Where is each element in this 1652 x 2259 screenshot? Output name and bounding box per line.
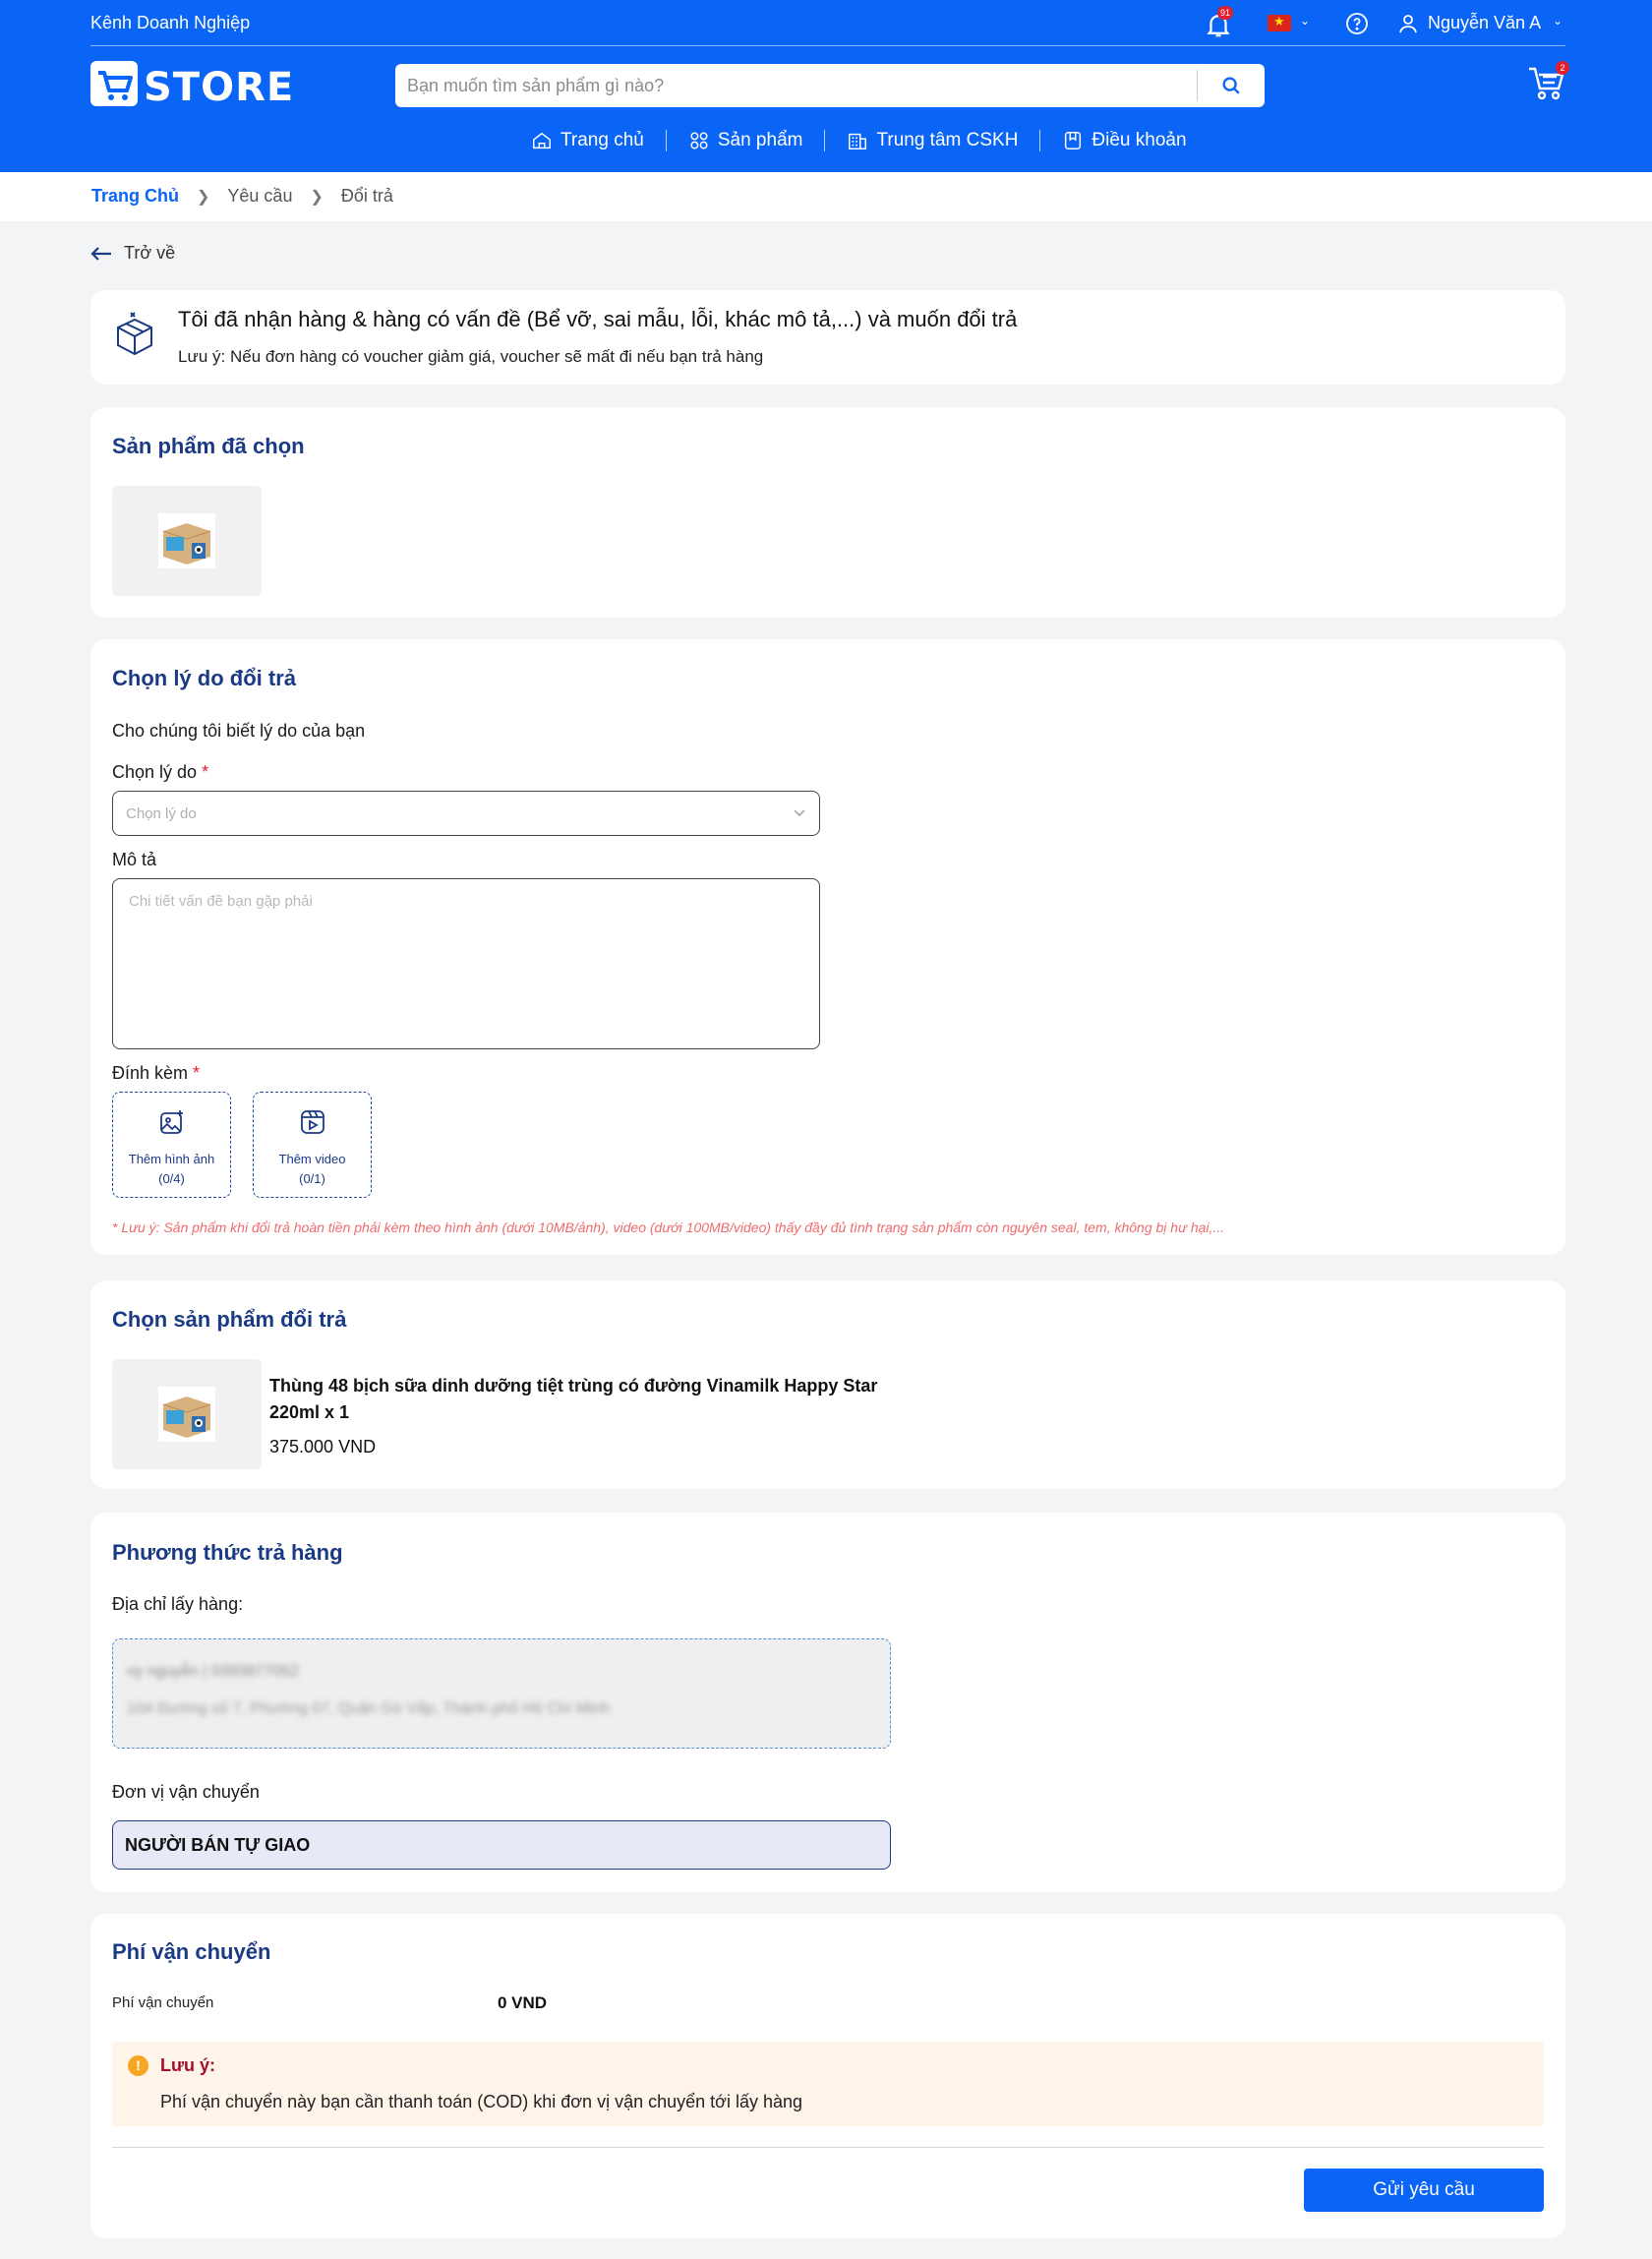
chevron-down-icon bbox=[792, 804, 807, 820]
business-channel-link[interactable]: Kênh Doanh Nghiệp bbox=[90, 13, 251, 32]
video-count: (0/1) bbox=[299, 1171, 325, 1186]
section-title: Phương thức trả hàng bbox=[112, 1540, 343, 1565]
warning-title: Lưu ý: bbox=[160, 2055, 216, 2075]
search-icon bbox=[1220, 75, 1242, 96]
nav-label: Trang chủ bbox=[560, 130, 644, 150]
description-textarea[interactable] bbox=[112, 878, 820, 1049]
nav-products[interactable] bbox=[667, 130, 825, 151]
fee-warning bbox=[112, 2042, 1544, 2126]
fee-label: Phí vận chuyển bbox=[112, 1994, 214, 2011]
cart-badge: 2 bbox=[1556, 61, 1569, 75]
product-name: Thùng 48 bịch sữa dinh dưỡng tiệt trùng có đường Vinamilk Happy Star 220ml x 1 bbox=[269, 1376, 878, 1422]
address-contact: vy nguyễn | 0393877052 bbox=[127, 1663, 299, 1680]
add-image-button[interactable] bbox=[112, 1092, 231, 1198]
section-title: Sản phẩm đã chọn bbox=[112, 434, 305, 458]
warning-text: Phí vận chuyển này bạn cần thanh toán (COD) khi đơn vị vận chuyển tới lấy hàng bbox=[160, 2092, 802, 2111]
nav-terms[interactable] bbox=[1040, 130, 1208, 151]
nav-label: Sản phẩm bbox=[717, 130, 803, 150]
product-thumbnail[interactable] bbox=[112, 1359, 262, 1469]
chevron-down-icon[interactable]: ⌄ bbox=[1300, 14, 1311, 28]
main-nav bbox=[509, 126, 1209, 155]
username[interactable]: Nguyễn Văn A bbox=[1428, 13, 1542, 32]
breadcrumb-current: Đổi trả bbox=[340, 186, 393, 206]
breadcrumb-home[interactable]: Trang Chủ bbox=[91, 186, 179, 206]
image-count: (0/4) bbox=[158, 1171, 185, 1186]
help-icon[interactable] bbox=[1345, 12, 1369, 35]
section-title: Phí vận chuyển bbox=[112, 1939, 271, 1964]
add-image-label: Thêm hình ảnh bbox=[128, 1152, 215, 1166]
fee-value: 0 VND bbox=[498, 1993, 548, 2012]
divider bbox=[112, 2147, 1544, 2148]
pickup-address-label: Địa chỉ lấy hàng: bbox=[112, 1594, 244, 1614]
return-product-card bbox=[90, 1280, 1565, 1489]
warning-icon: ! bbox=[128, 2055, 148, 2076]
milk-box-image bbox=[158, 513, 215, 568]
reason-subtitle: Cho chúng tôi biết lý do của bạn bbox=[112, 721, 366, 741]
vietnam-flag-icon[interactable] bbox=[1268, 15, 1291, 31]
section-title: Chọn lý do đổi trả bbox=[112, 666, 296, 690]
add-video-button[interactable] bbox=[253, 1092, 372, 1198]
address-detail: 104 Đường số 7, Phường 07, Quận Gò Vấp, Thành phố Hồ Chí Minh bbox=[127, 1700, 611, 1717]
reason-select[interactable] bbox=[112, 791, 820, 836]
select-placeholder: Chọn lý do bbox=[126, 805, 197, 822]
submit-request-button[interactable]: Gửi yêu cầu bbox=[1304, 2169, 1544, 2212]
shipping-fee-card bbox=[90, 1914, 1565, 2238]
building-icon bbox=[847, 130, 868, 151]
label-text: Chọn lý do bbox=[112, 762, 198, 782]
box-return-icon bbox=[114, 312, 155, 357]
product-price: 375.000 VND bbox=[269, 1437, 377, 1456]
milk-box-image bbox=[158, 1387, 215, 1442]
nav-home[interactable] bbox=[509, 130, 666, 151]
breadcrumb-requests[interactable]: Yêu cầu bbox=[227, 186, 293, 206]
notice-note: Lưu ý: Nếu đơn hàng có voucher giảm giá, voucher sẽ mất đi nếu bạn trả hàng bbox=[178, 347, 764, 366]
return-notice-card bbox=[90, 290, 1565, 385]
nav-customer-care[interactable] bbox=[825, 130, 1039, 151]
nav-label: Trung tâm CSKH bbox=[876, 130, 1019, 150]
logo-cart-icon bbox=[90, 61, 138, 106]
pickup-address-box[interactable] bbox=[112, 1638, 891, 1749]
back-label: Trở về bbox=[124, 243, 176, 263]
nav-label: Điều khoản bbox=[1092, 130, 1187, 150]
shipper-value: NGƯỜI BÁN TỰ GIAO bbox=[125, 1835, 311, 1855]
return-reason-card bbox=[90, 639, 1565, 1255]
product-thumbnail[interactable] bbox=[112, 486, 262, 596]
search-bar bbox=[395, 64, 1265, 107]
notice-title: Tôi đã nhận hàng & hàng có vấn đề (Bể vỡ, sai mẫu, lỗi, khác mô tả,...) và muốn đổi trả bbox=[178, 307, 1018, 331]
search-button[interactable] bbox=[1198, 64, 1265, 107]
description-label: Mô tả bbox=[112, 850, 157, 869]
home-icon bbox=[531, 130, 553, 151]
user-icon[interactable] bbox=[1396, 12, 1420, 35]
breadcrumb bbox=[91, 186, 393, 207]
required-mark: * bbox=[193, 1063, 201, 1083]
shipper-label: Đơn vị vận chuyển bbox=[112, 1782, 260, 1802]
attach-label bbox=[112, 1063, 200, 1084]
chevron-right-icon: ❯ bbox=[310, 188, 324, 206]
logo-text: STORE bbox=[144, 65, 295, 110]
return-method-card bbox=[90, 1513, 1565, 1892]
document-icon bbox=[1062, 130, 1084, 151]
top-bar bbox=[90, 0, 1565, 46]
grid-icon bbox=[688, 130, 710, 151]
add-video-label: Thêm video bbox=[278, 1152, 346, 1166]
back-button[interactable] bbox=[90, 243, 175, 264]
image-add-icon bbox=[159, 1109, 185, 1135]
required-mark: * bbox=[202, 762, 209, 782]
attachment-note: * Lưu ý: Sản phẩm khi đổi trả hoàn tiền phải kèm theo hình ảnh (dưới 10MB/ảnh), video (dưới 100MB/video) thấy đầy đủ tình trạng sản phẩm còn nguyên seal, tem, không bị hư hại,... bbox=[112, 1219, 1225, 1235]
notification-badge: 91 bbox=[1217, 6, 1233, 20]
video-add-icon bbox=[300, 1109, 325, 1135]
label-text: Đính kèm bbox=[112, 1063, 189, 1083]
site-header bbox=[0, 0, 1652, 172]
shipper-option[interactable] bbox=[112, 1820, 891, 1870]
selected-products-card bbox=[90, 407, 1565, 618]
reason-select-label bbox=[112, 762, 208, 783]
chevron-down-icon[interactable]: ⌄ bbox=[1553, 14, 1564, 28]
chevron-right-icon: ❯ bbox=[197, 188, 210, 206]
store-logo[interactable] bbox=[90, 61, 295, 112]
breadcrumb-bar bbox=[0, 172, 1652, 221]
section-title: Chọn sản phẩm đổi trả bbox=[112, 1307, 347, 1332]
search-input[interactable] bbox=[395, 64, 1197, 107]
arrow-left-icon bbox=[90, 246, 112, 262]
